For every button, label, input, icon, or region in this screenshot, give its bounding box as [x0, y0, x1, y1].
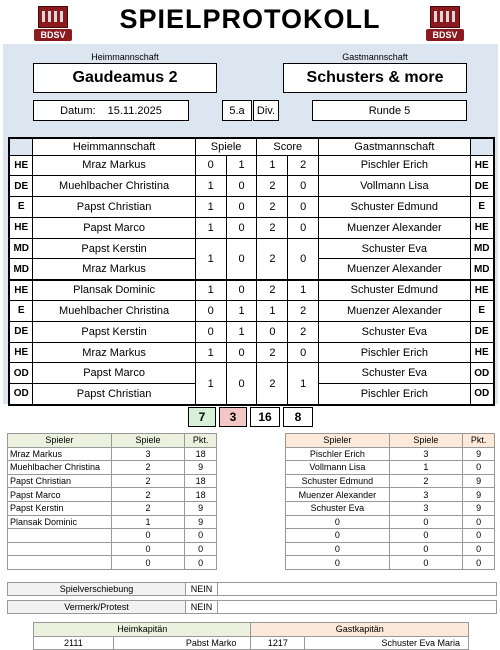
blank-corner [9, 138, 33, 155]
stats-points: 9 [185, 515, 217, 529]
discipline-code-home: MD [9, 238, 33, 259]
stats-games: 3 [389, 447, 462, 461]
discipline-code-home: HE [9, 280, 33, 301]
stats-header-player: Spieler [8, 434, 112, 448]
match-row [9, 280, 494, 301]
stats-games: 2 [111, 501, 184, 515]
home-score: 1 [257, 155, 288, 176]
discipline-code-home: E [9, 197, 33, 218]
stats-header-games: Spiele [111, 434, 184, 448]
home-score: 2 [257, 217, 288, 238]
home-games: 1 [195, 342, 226, 363]
home-score: 2 [257, 238, 288, 280]
col-score: Score [257, 138, 319, 155]
stats-row [286, 488, 495, 502]
away-games: 0 [226, 176, 257, 197]
stats-points: 0 [463, 461, 495, 475]
discipline-code-home: HE [9, 155, 33, 176]
stats-header-games: Spiele [389, 434, 462, 448]
away-score: 0 [288, 217, 319, 238]
stats-header-player: Spieler [286, 434, 390, 448]
away-score: 2 [288, 301, 319, 322]
stats-row [8, 447, 217, 461]
away-captain-id: 1217 [251, 636, 305, 650]
discipline-code-home: E [9, 301, 33, 322]
discipline-code-away: HE [470, 342, 494, 363]
stats-games: 0 [389, 515, 462, 529]
discipline-code-away: OD [470, 384, 494, 405]
away-games: 0 [226, 238, 257, 280]
stats-points: 0 [463, 515, 495, 529]
home-player: Mraz Markus [33, 155, 195, 176]
home-team-name: Gaudeamus 2 [33, 63, 217, 93]
stats-points: 9 [463, 447, 495, 461]
match-table [8, 137, 495, 406]
away-player: Vollmann Lisa [319, 176, 470, 197]
stats-player: Mraz Markus [8, 447, 112, 461]
stats-row [286, 529, 495, 543]
stats-points: 9 [463, 474, 495, 488]
discipline-code-away: HE [470, 280, 494, 301]
home-player-stats [7, 433, 217, 570]
discipline-code-home: HE [9, 342, 33, 363]
home-games: 1 [195, 280, 226, 301]
stats-player: Papst Christian [8, 474, 112, 488]
division-value: 5.a [222, 100, 252, 121]
away-score: 2 [288, 155, 319, 176]
stats-games: 0 [389, 542, 462, 556]
discipline-code-away: HE [470, 217, 494, 238]
date-value: 15.11.2025 [107, 104, 162, 117]
stats-games: 1 [389, 461, 462, 475]
stats-row [8, 515, 217, 529]
away-player: Schuster Eva [319, 363, 470, 384]
discipline-code-away: MD [470, 259, 494, 280]
away-captain-name: Schuster Eva Maria [305, 636, 469, 650]
home-player: Papst Marco [33, 363, 195, 384]
away-score: 0 [288, 197, 319, 218]
home-player: Plansak Dominic [33, 280, 195, 301]
away-games: 1 [226, 321, 257, 342]
stats-header-points: Pkt. [185, 434, 217, 448]
discipline-code-away: DE [470, 321, 494, 342]
discipline-code-home: OD [9, 363, 33, 384]
discipline-code-home: OD [9, 384, 33, 405]
stats-points: 18 [185, 447, 217, 461]
date-label: Datum: [60, 104, 96, 117]
away-team-name: Schusters & more [283, 63, 467, 93]
away-player: Muenzer Alexander [319, 301, 470, 322]
stats-points: 9 [463, 488, 495, 502]
home-player: Muehlbacher Christina [33, 176, 195, 197]
stats-games: 2 [111, 461, 184, 475]
away-player: Pischler Erich [319, 384, 470, 405]
stats-row [286, 542, 495, 556]
away-score: 1 [288, 363, 319, 405]
stats-games: 0 [111, 542, 184, 556]
stats-row [286, 461, 495, 475]
blank-corner [470, 138, 494, 155]
protest-value[interactable]: NEIN [186, 601, 218, 613]
stats-games: 3 [389, 501, 462, 515]
col-away-team: Gastmannschaft [319, 138, 470, 155]
stats-points: 0 [463, 556, 495, 570]
protest-row [7, 600, 497, 614]
home-games: 0 [195, 155, 226, 176]
home-score: 2 [257, 280, 288, 301]
stats-games: 3 [389, 488, 462, 502]
stats-row [8, 556, 217, 570]
discipline-code-home: DE [9, 176, 33, 197]
away-player: Schuster Eva [319, 238, 470, 259]
home-games: 0 [195, 321, 226, 342]
stats-points: 0 [185, 542, 217, 556]
stats-player: Plansak Dominic [8, 515, 112, 529]
home-captain-label: Heimkapitän [34, 623, 251, 637]
stats-games: 1 [111, 515, 184, 529]
stats-row [8, 461, 217, 475]
away-games: 0 [226, 363, 257, 405]
stats-player [8, 556, 112, 570]
home-captain-id: 2111 [34, 636, 114, 650]
stats-points: 9 [185, 501, 217, 515]
home-score: 2 [257, 342, 288, 363]
postpone-row [7, 582, 497, 596]
match-row [9, 321, 494, 342]
home-games: 1 [195, 238, 226, 280]
stats-player [8, 542, 112, 556]
stats-games: 0 [389, 529, 462, 543]
away-player: Schuster Edmund [319, 197, 470, 218]
stats-games: 2 [111, 488, 184, 502]
stats-player: Schuster Eva [286, 501, 390, 515]
stats-points: 9 [463, 501, 495, 515]
home-score: 2 [257, 197, 288, 218]
stats-games: 0 [111, 529, 184, 543]
away-games: 1 [226, 301, 257, 322]
stats-player: Papst Kerstin [8, 501, 112, 515]
away-player-stats [285, 433, 495, 570]
bdsv-logo-right: BDSV [426, 4, 464, 44]
discipline-code-away: DE [470, 176, 494, 197]
stats-points: 0 [463, 542, 495, 556]
home-captain-name: Pabst Marko [113, 636, 251, 650]
stats-player: 0 [286, 515, 390, 529]
discipline-code-away: HE [470, 155, 494, 176]
postpone-label: Spielverschiebung [8, 583, 186, 595]
away-games: 0 [226, 280, 257, 301]
captains-table [33, 622, 469, 650]
home-player: Papst Kerstin [33, 238, 195, 259]
match-row [9, 301, 494, 322]
stats-header-points: Pkt. [463, 434, 495, 448]
home-games: 1 [195, 176, 226, 197]
stats-row [286, 556, 495, 570]
stats-games: 0 [111, 556, 184, 570]
stats-player: 0 [286, 556, 390, 570]
away-games: 0 [226, 217, 257, 238]
stats-points: 0 [185, 556, 217, 570]
stats-row [286, 501, 495, 515]
stats-games: 3 [111, 447, 184, 461]
stats-player: 0 [286, 542, 390, 556]
away-games: 0 [226, 197, 257, 218]
home-games: 1 [195, 197, 226, 218]
away-player: Muenzer Alexander [319, 217, 470, 238]
home-games: 0 [195, 301, 226, 322]
stats-player: Muenzer Alexander [286, 488, 390, 502]
home-team-caption: Heimmannschaft [91, 52, 159, 62]
stats-player: Pischler Erich [286, 447, 390, 461]
date-field [33, 100, 189, 121]
discipline-code-away: E [470, 197, 494, 218]
away-score: 1 [288, 280, 319, 301]
home-player: Papst Kerstin [33, 321, 195, 342]
match-row [9, 197, 494, 218]
away-score: 0 [288, 238, 319, 280]
home-player: Muehlbacher Christina [33, 301, 195, 322]
stats-points: 18 [185, 488, 217, 502]
stats-games: 2 [389, 474, 462, 488]
away-score: 0 [288, 176, 319, 197]
stats-row [286, 474, 495, 488]
match-row [9, 238, 494, 259]
page-title: SPIELPROTOKOLL [119, 4, 381, 34]
stats-games: 2 [111, 474, 184, 488]
away-score: 0 [288, 342, 319, 363]
round-field: Runde 5 [312, 100, 467, 121]
stats-row [286, 515, 495, 529]
division-label: Div. [253, 100, 279, 121]
stats-points: 9 [185, 461, 217, 475]
home-score: 2 [257, 363, 288, 405]
col-games: Spiele [195, 138, 257, 155]
total-away-games: 3 [219, 407, 247, 427]
total-away-score: 8 [283, 407, 313, 427]
stats-player: Papst Marco [8, 488, 112, 502]
discipline-code-away: MD [470, 238, 494, 259]
stats-points: 0 [463, 529, 495, 543]
discipline-code-home: HE [9, 217, 33, 238]
stats-player [8, 529, 112, 543]
stats-player: 0 [286, 529, 390, 543]
away-player: Muenzer Alexander [319, 259, 470, 280]
away-player: Schuster Edmund [319, 280, 470, 301]
discipline-code-home: DE [9, 321, 33, 342]
home-player: Papst Christian [33, 197, 195, 218]
total-home-score: 16 [250, 407, 280, 427]
bdsv-logo-left: BDSV [34, 4, 72, 44]
stats-player: Muehlbacher Christina [8, 461, 112, 475]
protest-label: Vermerk/Protest [8, 601, 186, 613]
home-player: Mraz Markus [33, 342, 195, 363]
stats-row [8, 488, 217, 502]
match-row [9, 217, 494, 238]
away-player: Schuster Eva [319, 321, 470, 342]
stats-player: Vollmann Lisa [286, 461, 390, 475]
home-games: 1 [195, 217, 226, 238]
stats-games: 0 [389, 556, 462, 570]
away-games: 0 [226, 342, 257, 363]
away-captain-label: Gastkapitän [251, 623, 469, 637]
stats-points: 18 [185, 474, 217, 488]
home-player: Papst Christian [33, 384, 195, 405]
stats-row [8, 474, 217, 488]
discipline-code-away: E [470, 301, 494, 322]
total-home-games: 7 [188, 407, 216, 427]
discipline-code-home: MD [9, 259, 33, 280]
match-row [9, 155, 494, 176]
stats-row [8, 529, 217, 543]
home-player: Mraz Markus [33, 259, 195, 280]
away-player: Pischler Erich [319, 342, 470, 363]
stats-row [286, 447, 495, 461]
home-player: Papst Marco [33, 217, 195, 238]
match-row [9, 176, 494, 197]
match-row [9, 363, 494, 384]
away-team-caption: Gastmannschaft [342, 52, 408, 62]
stats-row [8, 501, 217, 515]
home-score: 0 [257, 321, 288, 342]
stats-row [8, 542, 217, 556]
stats-points: 0 [185, 529, 217, 543]
home-score: 2 [257, 176, 288, 197]
col-home-team: Heimmannschaft [33, 138, 195, 155]
home-games: 1 [195, 363, 226, 405]
away-score: 2 [288, 321, 319, 342]
away-player: Pischler Erich [319, 155, 470, 176]
away-games: 1 [226, 155, 257, 176]
match-row [9, 342, 494, 363]
discipline-code-away: OD [470, 363, 494, 384]
stats-player: Schuster Edmund [286, 474, 390, 488]
postpone-value[interactable]: NEIN [186, 583, 218, 595]
home-score: 1 [257, 301, 288, 322]
